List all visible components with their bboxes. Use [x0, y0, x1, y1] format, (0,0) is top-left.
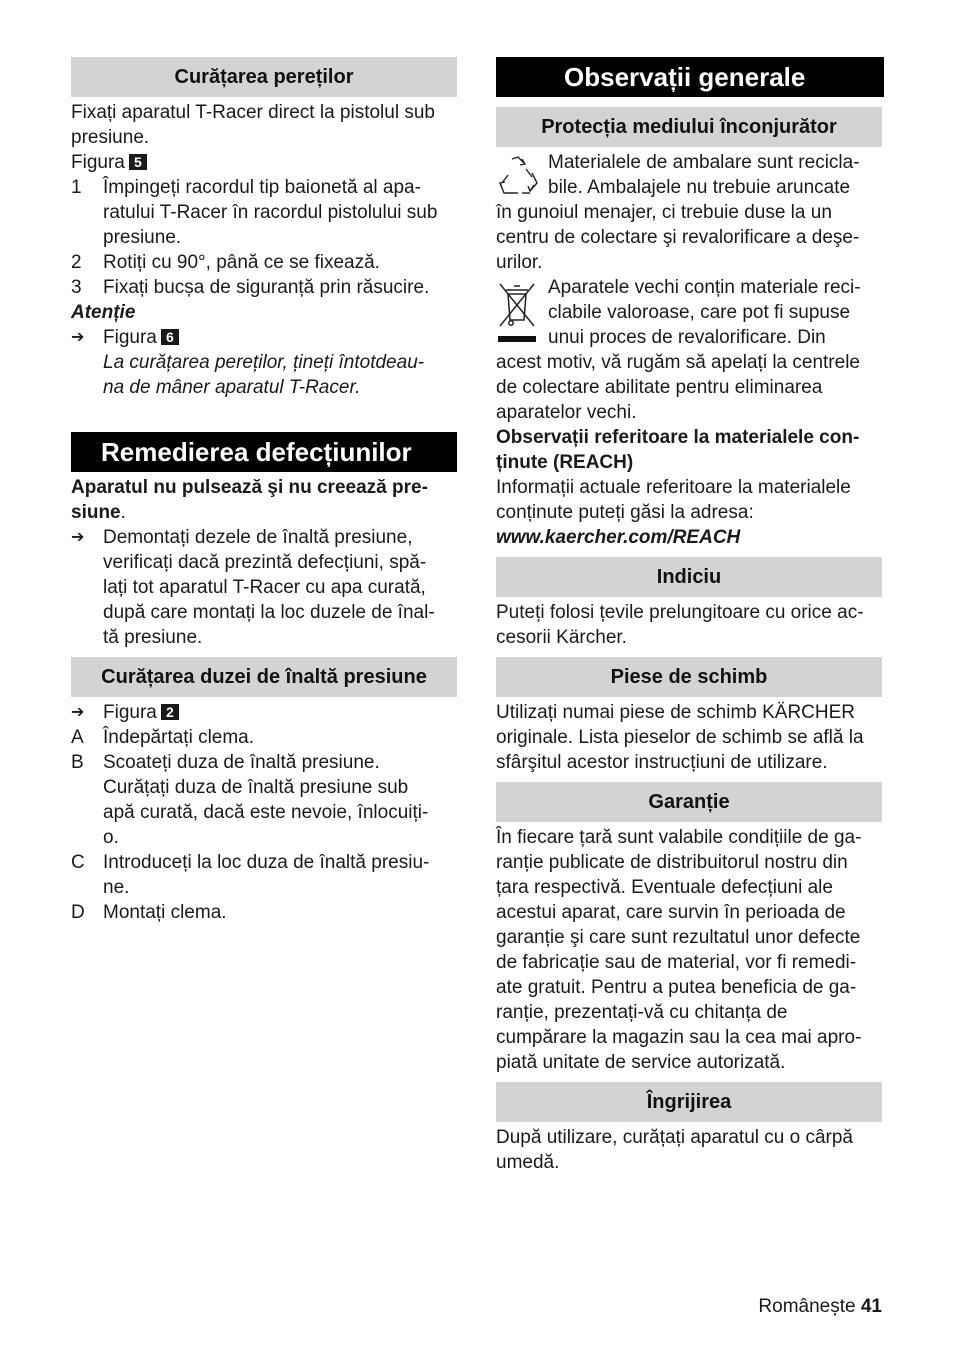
- step-text: Împingeți racordul tip baionetă al apa-: [103, 177, 421, 198]
- step-text: Îndepărtați clema.: [103, 727, 255, 748]
- section-heading-troubleshooting: Remedierea defecțiunilor: [71, 432, 457, 472]
- figure-label: Figura: [71, 152, 125, 173]
- problem-title-punct: .: [120, 502, 126, 523]
- env-text: aparatelor vechi.: [496, 402, 637, 423]
- warranty-text: piată unitate de service autorizată.: [496, 1052, 786, 1073]
- reach-url-link[interactable]: www.kaercher.com/REACH: [496, 527, 741, 548]
- problem-title-end: [71, 500, 126, 525]
- env-text: centru de colectare şi revalorificare a deşe-: [496, 227, 860, 248]
- nozzle-figure-ref: [103, 700, 179, 725]
- step-number: 3: [71, 277, 82, 298]
- action-text: verificați dacă prezintă defecțiuni, spă-: [103, 552, 427, 573]
- recycle-icon: [496, 155, 540, 197]
- care-text: După utilizare, curățați aparatul cu o cârpă: [496, 1127, 853, 1148]
- step-letter: C: [71, 852, 85, 873]
- section-heading-general: Observații generale: [496, 57, 884, 97]
- warranty-text: ranție publicate de distribuitorul nostru din: [496, 852, 848, 873]
- reach-title: Observații referitoare la materialele con-: [496, 427, 860, 448]
- attention-label: Atenție: [71, 302, 136, 323]
- care-text: umedă.: [496, 1152, 560, 1173]
- section-heading-spares: Piese de schimb: [496, 657, 882, 697]
- step-text: Curățați duza de înaltă presiune sub: [103, 777, 409, 798]
- section-heading-care: Îngrijirea: [496, 1082, 882, 1122]
- reach-text: conținute puteți găsi la adresa:: [496, 502, 754, 523]
- section-heading-walls: Curățarea pereților: [71, 57, 457, 97]
- figure-number-box: 6: [161, 329, 179, 345]
- arrow-right-icon: ➔: [71, 704, 85, 721]
- action-text: după care montați la loc duzele de înal-: [103, 602, 435, 623]
- attention-figure-ref: [103, 325, 179, 350]
- crossed-out-bin-icon: [496, 280, 538, 346]
- step-text: ne.: [103, 877, 130, 898]
- warranty-text: garanție şi care sunt rezultatul unor defecte: [496, 927, 861, 948]
- warranty-text: acestui aparat, care survin în perioada de: [496, 902, 846, 923]
- warranty-text: cumpărare la magazin sau la cea mai apro-: [496, 1027, 862, 1048]
- section-heading-nozzle: Curățarea duzei de înaltă presiune: [71, 657, 457, 697]
- step-text: apă curată, dacă este nevoie, înlocuiți-: [103, 802, 429, 823]
- reach-title: ținute (REACH): [496, 452, 634, 473]
- step-text: o.: [103, 827, 119, 848]
- action-text: tă presiune.: [103, 627, 203, 648]
- reach-text: Informații actuale referitoare la materialele: [496, 477, 851, 498]
- env-text: de colectare abilitate pentru eliminarea: [496, 377, 823, 398]
- step-letter: D: [71, 902, 85, 923]
- attention-text: La curățarea pereților, țineți întotdeau-: [103, 352, 425, 373]
- figure-number-box: 5: [129, 154, 147, 170]
- env-text: Materialele de ambalare sunt recicla-: [548, 152, 860, 173]
- spares-text: sfârşitul acestor instrucțiuni de utilizare.: [496, 752, 828, 773]
- arrow-right-icon: ➔: [71, 329, 85, 346]
- env-text: Aparatele vechi conțin materiale reci-: [548, 277, 861, 298]
- step-text: presiune.: [103, 227, 182, 248]
- spares-text: Utilizați numai piese de schimb KÄRCHER: [496, 702, 856, 723]
- step-text: ratului T-Racer în racordul pistolului sub: [103, 202, 438, 223]
- warranty-text: ate gratuit. Pentru a putea beneficia de ga-: [496, 977, 857, 998]
- figure-number-box: 2: [161, 704, 179, 720]
- warranty-text: de fabricație sau de material, vor fi remedi-: [496, 952, 857, 973]
- problem-title-bold: siune: [71, 502, 121, 523]
- footer-language: Românește: [758, 1296, 856, 1317]
- figure-label: Figura: [103, 702, 157, 723]
- hint-text: cesorii Kärcher.: [496, 627, 627, 648]
- section-heading-environment: Protecția mediului înconjurător: [496, 107, 882, 147]
- step-letter: A: [71, 727, 84, 748]
- walls-intro-line: Fixați aparatul T-Racer direct la pistolul sub: [71, 102, 435, 123]
- env-text: urilor.: [496, 252, 543, 273]
- arrow-right-icon: ➔: [71, 529, 85, 546]
- action-text: lați tot aparatul T-Racer cu apa curată,: [103, 577, 426, 598]
- walls-intro-line: presiune.: [71, 127, 150, 148]
- env-text: bile. Ambalajele nu trebuie aruncate: [548, 177, 851, 198]
- problem-title: Aparatul nu pulsează şi nu creează pre-: [71, 477, 428, 498]
- step-number: 1: [71, 177, 82, 198]
- page-number: 41: [860, 1296, 882, 1317]
- section-heading-hint: Indiciu: [496, 557, 882, 597]
- step-text: Fixați bucșa de siguranță prin răsucire.: [103, 277, 430, 298]
- step-text: Introduceți la loc duza de înaltă presiu-: [103, 852, 430, 873]
- step-text: Rotiți cu 90°, până ce se fixează.: [103, 252, 380, 273]
- attention-text: na de mâner aparatul T-Racer.: [103, 377, 361, 398]
- walls-figure-ref: [71, 150, 147, 175]
- warranty-text: ranție, prezentați-vă cu chitanța de: [496, 1002, 788, 1023]
- env-text: unui proces de revalorificare. Din: [548, 327, 826, 348]
- step-letter: B: [71, 752, 84, 773]
- warranty-text: țara respectivă. Eventuale defecțiuni ale: [496, 877, 833, 898]
- warranty-text: În fiecare țară sunt valabile condițiile de ga-: [496, 827, 862, 848]
- section-heading-warranty: Garanție: [496, 782, 882, 822]
- hint-text: Puteți folosi țevile prelungitoare cu orice ac-: [496, 602, 864, 623]
- env-text: clabile valoroase, care pot fi supuse: [548, 302, 851, 323]
- spares-text: originale. Lista pieselor de schimb se află la: [496, 727, 864, 748]
- step-text: Scoateți duza de înaltă presiune.: [103, 752, 380, 773]
- figure-label: Figura: [103, 327, 157, 348]
- env-text: acest motiv, vă rugăm să apelați la centrele: [496, 352, 860, 373]
- env-text: în gunoiul menajer, ci trebuie duse la un: [496, 202, 832, 223]
- step-number: 2: [71, 252, 82, 273]
- action-text: Demontați dezele de înaltă presiune,: [103, 527, 413, 548]
- step-text: Montați clema.: [103, 902, 227, 923]
- page-footer: [758, 1294, 882, 1319]
